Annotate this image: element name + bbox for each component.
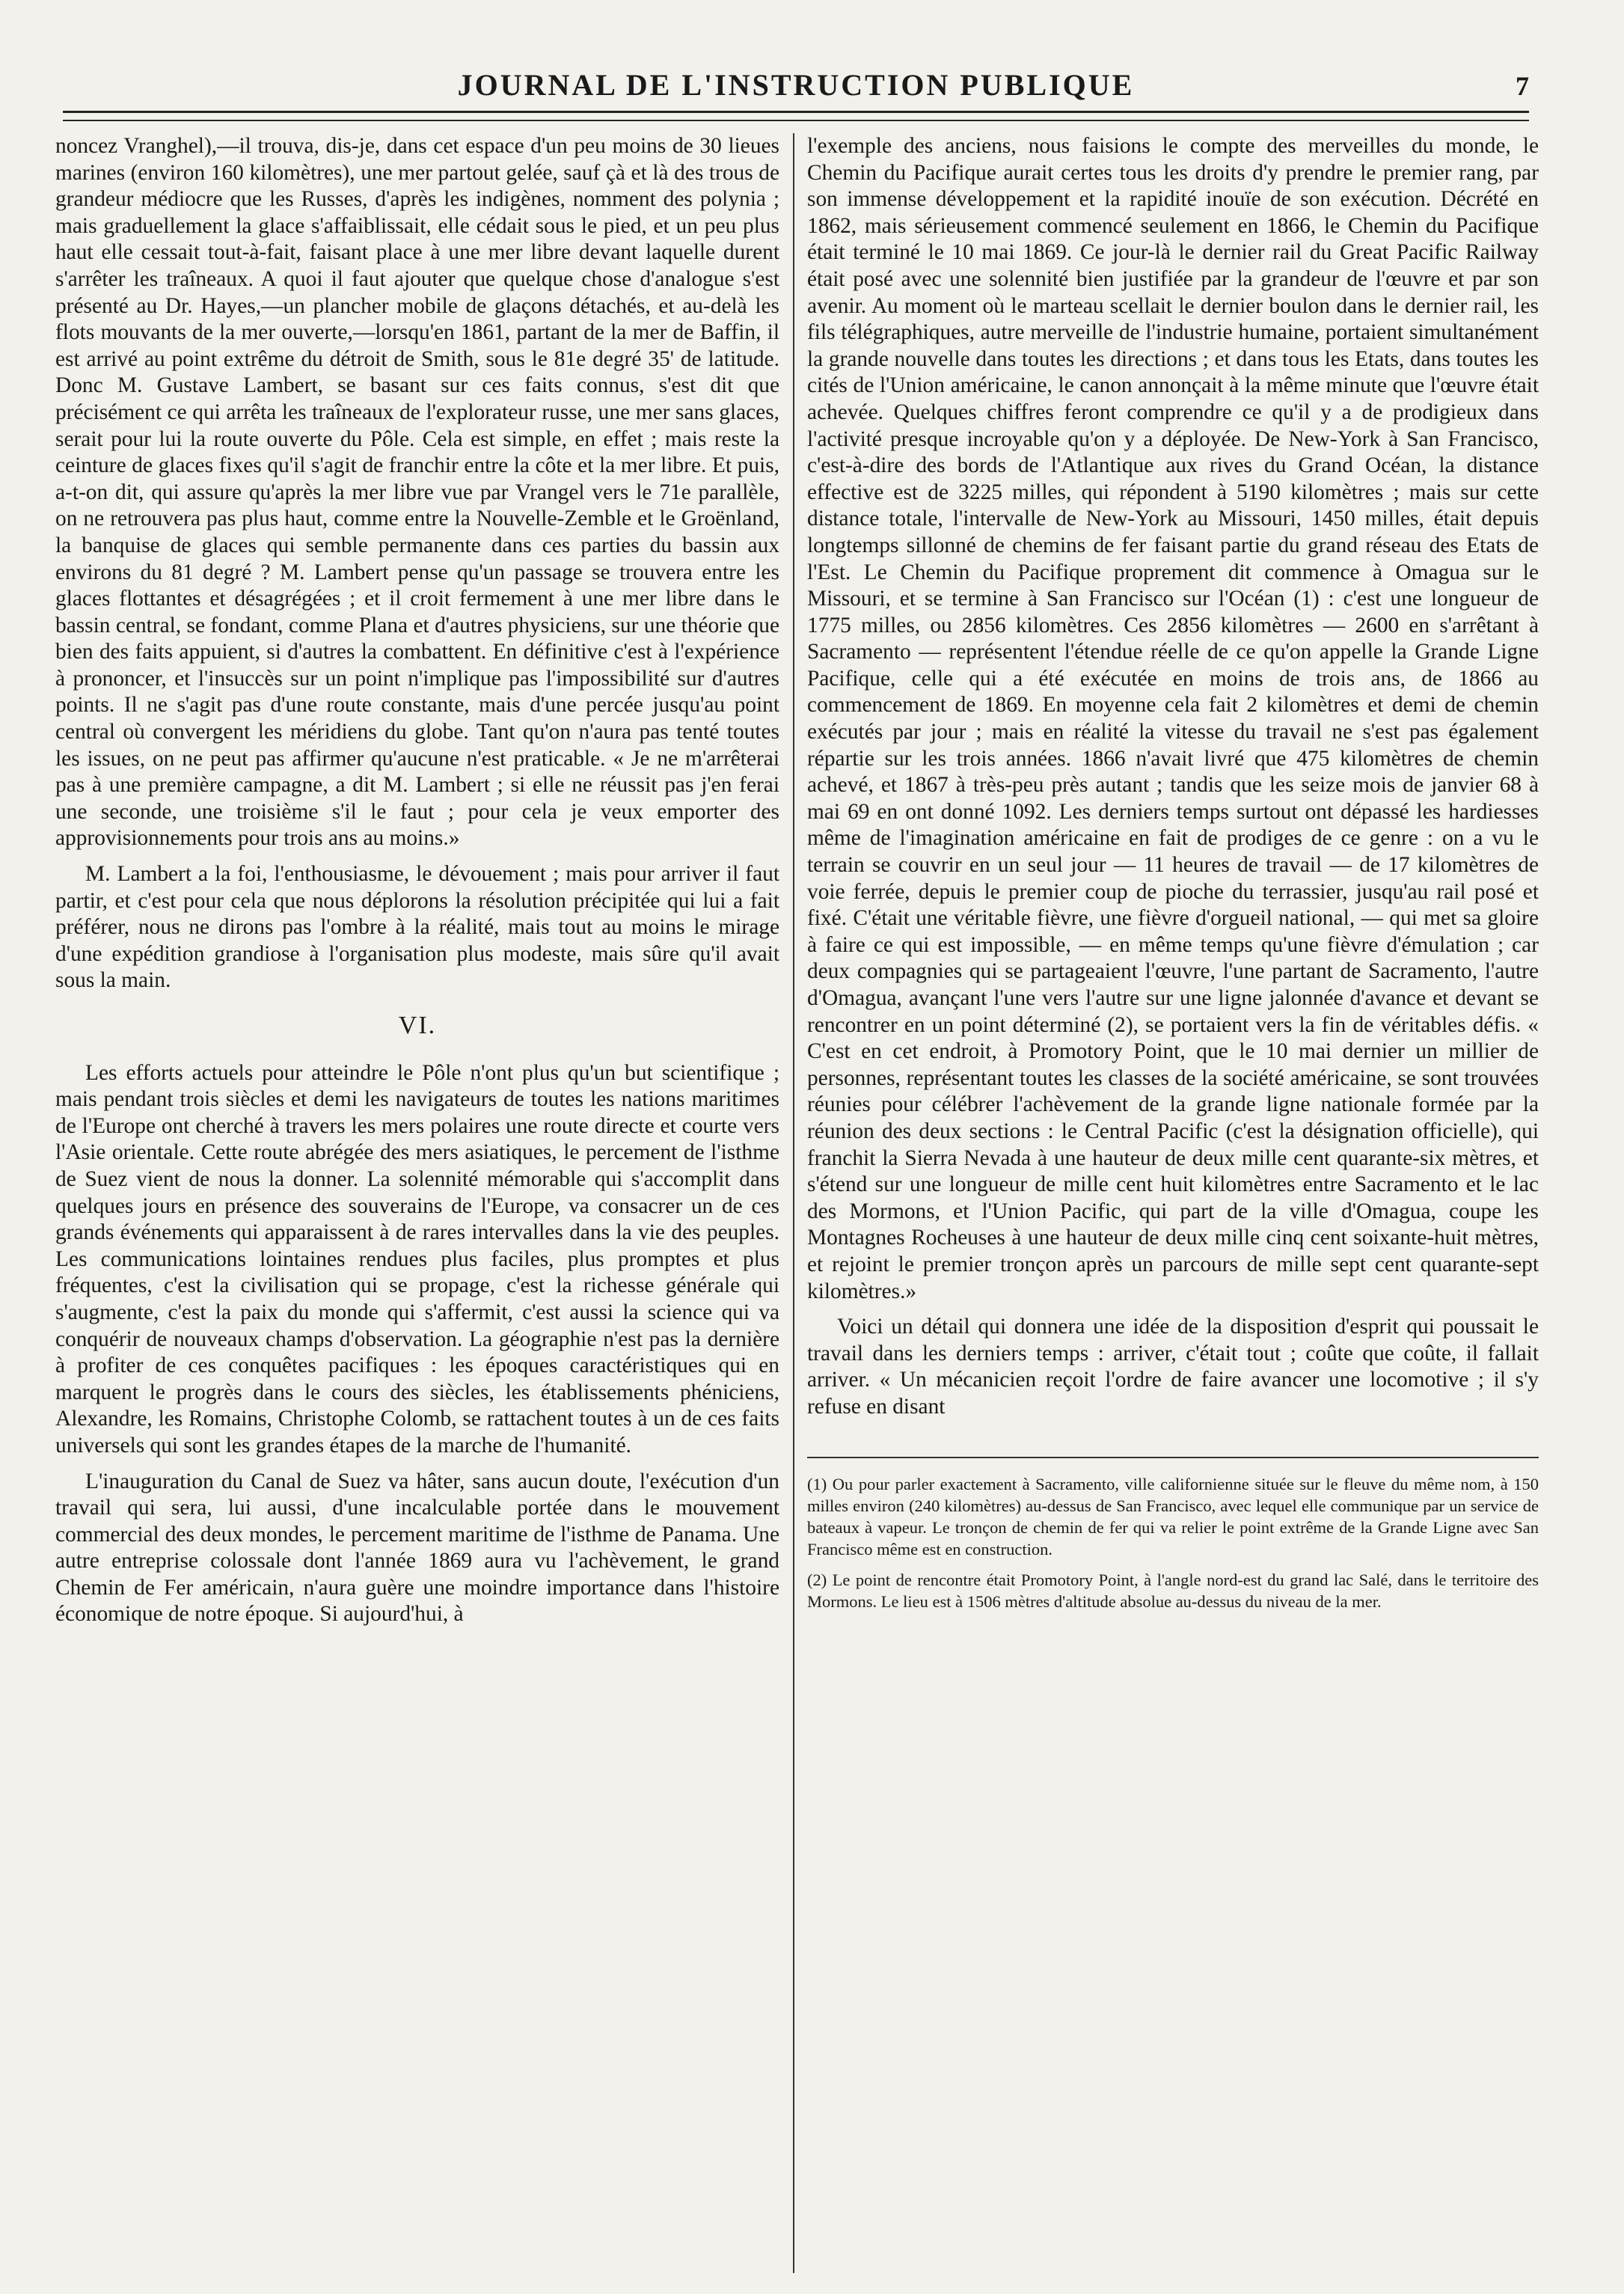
column-separator — [793, 133, 794, 2273]
right-paragraph-1: l'exemple des anciens, nous faisions le compte des merveilles du monde, le Chemin du Pacifique aurait certes tous les droits d'y prendre le premier rang, par son immense développement et la rapidité inouïe de son exécution. Décrété en 1862, mais sérieusement commencé seulement en 1866, le Chemin du Pacifique était terminé le 10 mai 1869. Ce jour-là le dernier rail du Great Pacific Railway était posé avec une solennité bien justifiée par la grandeur de l'œuvre et par son avenir. Au moment où le marteau scellait le dernier boulon dans le dernier rail, les fils télégraphiques, autre merveille de l'industrie humaine, portaient simultanément la grande nouvelle dans toutes les directions ; et dans tous les Etats, dans toutes les cités de l'Union américaine, le canon annonçait à la même minute que l'œuvre était achevée. Quelques chiffres feront comprendre ce qu'il y a de prodigieux dans l'activité presque incroyable qu'on y a déployée. De New-York à San Francisco, c'est-à-dire des bords de l'Atlantique aux rives du Grand Océan, la distance effective est de 3225 milles, qui répondent à 5190 kilomètres ; mais sur cette distance totale, l'intervalle de New-York au Missouri, 1450 milles, était depuis longtemps sillonné de chemins de fer faisant partie du grand réseau des Etats de l'Est. Le Chemin du Pacifique proprement dit commence à Omagua sur le Missouri, et se termine à San Francisco sur l'Océan (1) : c'est une longueur de 1775 milles, ou 2856 kilomètres. Ces 2856 kilomètres — 2600 en s'arrêtant à Sacramento — représentent l'étendue réelle de ce qu'on appelle la Grande Ligne Pacifique, celle qui a été exécutée en moins de trois ans, de 1866 au commencement de 1869. En moyenne cela fait 2 kilomètres et demi de chemin exécutés par jour ; mais en réalité la vitesse du travail ne s'est pas également répartie sur les trois années. 1866 n'avait livré que 475 kilomètres de chemin achevé, et 1867 à très-peu près autant ; tandis que les seize mois de janvier 68 à mai 69 en ont donné 1092. Les derniers temps surtout ont dépassé les hardiesses même de l'imagination américaine en fait de prodiges de ce genre : on a vu le terrain se couvrir en un seul jour — 11 heures de travail — de 17 kilomètres de voie ferrée, depuis le premier coup de pioche du terrassier, jusqu'au rail posé et fixé. C'était une véritable fièvre, une fièvre d'orgueil national, — qui met sa gloire à faire ce qui est impossible, — en même temps qu'une fièvre d'émulation ; car deux compagnies qui se partageaient l'œuvre, l'une partant de Sacramento, l'autre d'Omagua, avançant l'une vers l'autre sur une ligne jalonnée d'avance et devant se rencontrer en un point déterminé (2), se portaient vers la fin de véritables défis. « C'est en cet endroit, à Promotory Point, que le 10 mai dernier un millier de personnes, représentant toutes les classes de la société américaine, se sont trouvées réunies pour célébrer l'achèvement de la grande ligne nationale formée par la réunion des deux sections : le Central Pacific (c'est la désignation officielle), qui franchit la Sierra Nevada à une hauteur de deux mille cent quarante-six mètres, et s'étend sur une longueur de mille cent huit kilomètres entre Sacramento et le lac des Mormons, et l'Union Pacific, qui part de la ville d'Omagua, coupe les Montagnes Rocheuses à une hauteur de deux mille cinq cent soixante-huit mètres, et rejoint le premier tronçon après un parcours de mille sept cent quarante-sept kilomètres.» — [807, 134, 1539, 1303]
journal-title: JOURNAL DE L'INSTRUCTION PUBLIQUE — [457, 68, 1135, 102]
left-paragraph-4: L'inauguration du Canal de Suez va hâter, sans aucun doute, l'exécution d'un travail qui sera, lui aussi, d'une incalculable portée dans le mouvement commercial des deux mondes, le percement maritime de l'isthme de Panama. Une autre entreprise colossale dont l'année 1869 aura vu l'achèvement, le grand Chemin de Fer américain, n'aura guère une moindre importance dans l'histoire économique de notre époque. Si aujourd'hui, à — [55, 1469, 779, 1627]
right-column — [807, 133, 1539, 2266]
header-rule-bottom — [63, 120, 1529, 121]
left-paragraph-3: Les efforts actuels pour atteindre le Pôle n'ont plus qu'un but scientifique ; mais pendant trois siècles et demi les navigateurs de toutes les nations maritimes de l'Europe ont cherché à travers les mers polaires une route directe et courte vers l'Asie orientale. Cette route abrégée des mers asiatiques, le percement de l'isthme de Suez vient de nous la donner. La solennité mémorable qui s'accomplit dans quelques jours en présence des souverains de l'Europe, va consacrer un de ces grands événements qui apparaissent à de rares intervalles dans la vie des peuples. Les communications lointaines rendues plus faciles, plus promptes et plus fréquentes, c'est la civilisation qui se propage, c'est la richesse générale qui s'augmente, c'est la paix du monde qui s'affermit, c'est aussi la science qui va conquérir de nouveaux champs d'observation. La géographie n'est pas la dernière à profiter de ces conquêtes pacifiques : les époques caractéristiques qui en marquent le progrès dans le cours des siècles, les établissements phéniciens, Alexandre, les Romains, Christophe Colomb, se rattachent toutes à un de ces faits universels qui sont les grandes étapes de la marche de l'humanité. — [55, 1060, 779, 1458]
page-header — [63, 63, 1529, 115]
header-rule-top — [63, 111, 1529, 113]
left-paragraph-2: M. Lambert a la foi, l'enthousiasme, le dévouement ; mais pour arriver il faut partir, et c'est pour cela que nous déplorons la résolution précipitée qui lui a fait préférer, nous ne dirons pas l'ombre à la réalité, mais tout au moins le mirage d'une expédition grandiose à l'organisation plus modeste, mais sûre qu'il avait sous la main. — [55, 862, 779, 993]
footnote-rule — [807, 1457, 1539, 1458]
footnote-1: (1) Ou pour parler exactement à Sacramento, ville californienne située sur le fleuve du même nom, à 150 milles environ (240 kilomètres) au-dessus de San Francisco, avec lequel elle communique par un service de bateaux à vapeur. Le tronçon de chemin de fer qui va relier le point extrême de la Grande Ligne avec San Francisco même est en construction. — [807, 1474, 1539, 1559]
left-paragraph-1: noncez Vranghel),—il trouva, dis-je, dans cet espace d'un peu moins de 30 lieues marines (environ 160 kilomètres), une mer partout gelée, sauf çà et là des trous de grandeur médiocre que les Russes, d'après les indigènes, nomment des polynia ; mais graduellement la glace s'affaiblissait, elle cédait sous le pied, et un peu plus haut elle cessait tout-à-fait, faisant place à une mer libre devant laquelle durent s'arrêter les traîneaux. A quoi il faut ajouter que quelque chose d'analogue s'est présenté au Dr. Hayes,—un plancher mobile de glaçons détachés, et au-delà les flots mouvants de la mer ouverte,—lorsqu'en 1861, partant de la mer de Baffin, il est arrivé au point extrême du détroit de Smith, sous le 81e degré 35' de latitude. Donc M. Gustave Lambert, se basant sur ces faits connus, s'est dit que précisément ce qui arrêta les traîneaux de l'explorateur russe, une mer sans glaces, serait pour lui la route ouverte du Pôle. Cela est simple, en effet ; mais reste la ceinture de glaces fixes qu'il s'agit de franchir entre la côte et la mer libre. Et puis, a-t-on dit, qui assure qu'après la mer libre vue par Vrangel vers le 71e parallèle, on ne retrouvera pas plus haut, comme entre la Nouvelle-Zemble et le Groënland, la banquise de glaces qui semble permanente dans ces parties du bassin aux environs du 81 degré ? M. Lambert pense qu'un passage se trouvera entre les glaces flottantes et désagrégées ; et il croit fermement à une mer libre dans le bassin central, se fondant, comme Plana et d'autres physiciens, sur une théorie que bien des faits appuient, si d'autres la combattent. En définitive c'est à l'expérience à prononcer, et l'insuccès sur un point n'implique pas l'impossibilité sur d'autres points. Il ne s'agit pas d'une route constante, mais d'une percée jusqu'au point central où convergent les méridiens du globe. Tant qu'on n'aura pas tenté toutes les issues, on ne peut pas affirmer qu'aucune n'est praticable. « Je ne m'arrêterai pas à une première campagne, a dit M. Lambert ; si elle ne réussit pas j'en ferai une seconde, une troisième s'il le faut ; pour cela je veux emporter des approvisionnements pour trois ans au moins.» — [55, 134, 779, 851]
section-heading: VI. — [398, 1012, 437, 1039]
page-number: 7 — [1516, 71, 1529, 101]
left-column — [55, 133, 779, 2266]
footnote-2: (2) Le point de rencontre était Promotory Point, à l'angle nord-est du grand lac Salé, dans le territoire des Mormons. Le lieu est à 1506 mètres d'altitude absolue au-dessus du niveau de la mer. — [807, 1570, 1539, 1611]
right-paragraph-2: Voici un détail qui donnera une idée de la disposition d'esprit qui poussait le travail dans les derniers temps : arriver, c'était tout ; coûte que coûte, il fallait arriver. « Un mécanicien reçoit l'ordre de faire avancer une locomotive ; il s'y refuse en disant — [807, 1315, 1539, 1419]
